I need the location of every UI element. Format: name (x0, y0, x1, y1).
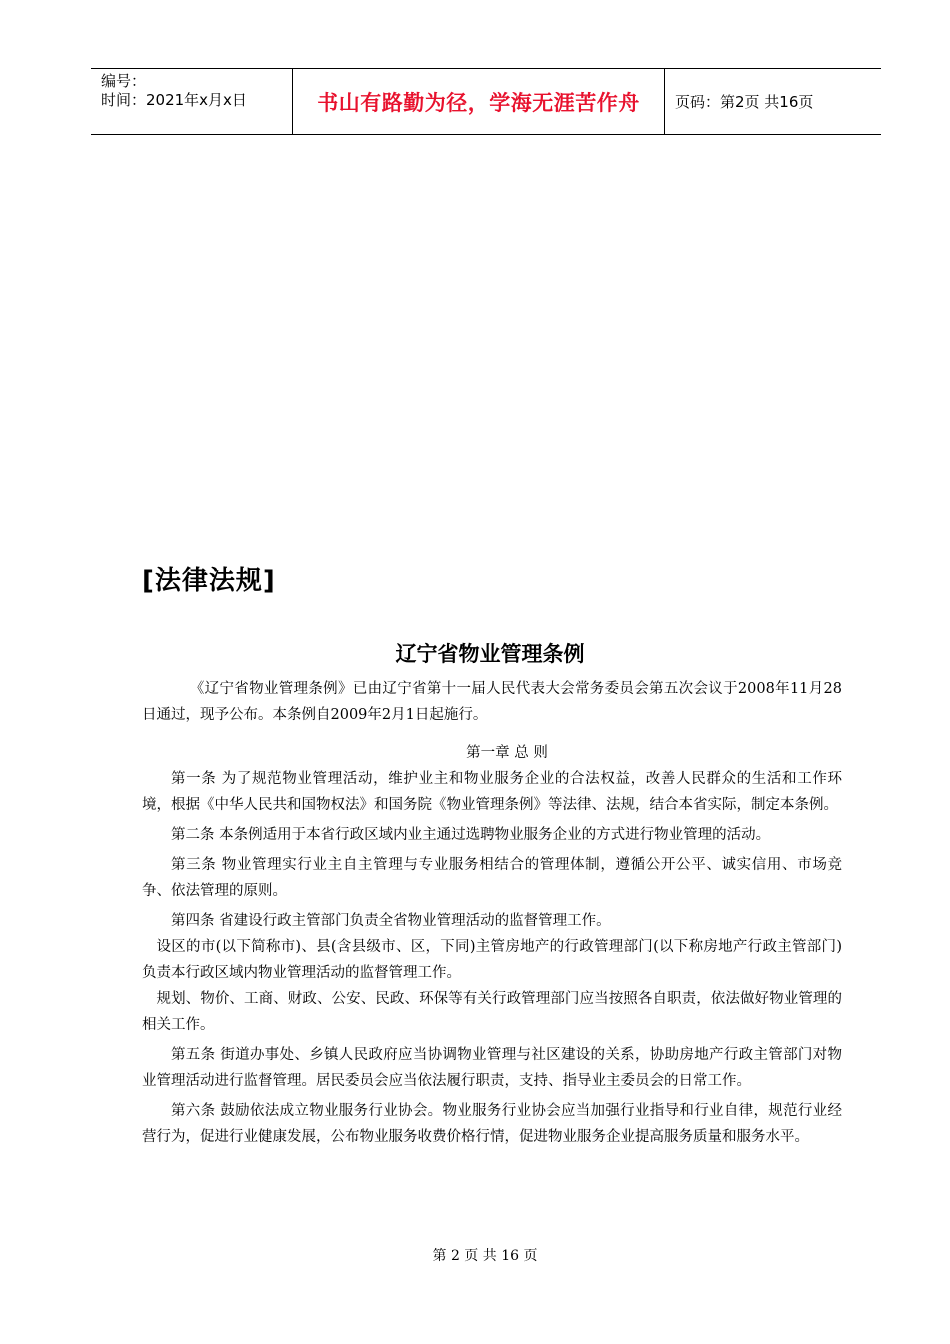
article-paragraph: 规划、物价、工商、财政、公安、民政、环保等有关行政管理部门应当按照各自职责，依法做好物业管理的相关工作。 (142, 991, 842, 1033)
document-body (142, 676, 842, 1150)
article-paragraph: 第四条 省建设行政主管部门负责全省物业管理活动的监督管理工作。 (171, 913, 611, 929)
page-header (91, 68, 881, 135)
article-paragraph: 第一条 为了规范物业管理活动，维护业主和物业服务企业的合法权益，改善人民群众的生活和工作环境，根据《中华人民共和国物权法》和国务院《物业管理条例》等法律、法规，结合本省实际，制定本条例。 (142, 771, 842, 813)
article-paragraph: 第二条 本条例适用于本省行政区域内业主通过选聘物业服务企业的方式进行物业管理的活动。 (171, 827, 771, 843)
header-number-label: 编号： (101, 72, 147, 90)
header-time-label: 时间：2021年x月x日 (101, 91, 247, 109)
article-paragraph: 第五条 街道办事处、乡镇人民政府应当协调物业管理与社区建设的关系，协助房地产行政主管部门对物业管理活动进行监督管理。居民委员会应当依法履行职责，支持、指导业主委员会的日常工作。 (142, 1047, 842, 1089)
article-paragraph: 设区的市(以下简称市)、县(含县级市、区，下同)主管房地产的行政管理部门(以下称房地产行政主管部门)负责本行政区域内物业管理活动的监督管理工作。 (142, 939, 842, 981)
chapter-title: 第一章 总 则 (466, 745, 548, 761)
document-intro: 《辽宁省物业管理条例》已由辽宁省第十一届人民代表大会常务委员会第五次会议于2008年11月28日通过，现予公布。本条例自2009年2月1日起施行。 (142, 681, 842, 723)
article-paragraph: 第三条 物业管理实行业主自主管理与专业服务相结合的管理体制，遵循公开公平、诚实信用、市场竞争、依法管理的原则。 (142, 857, 842, 899)
header-motto: 书山有路勤为径，学海无涯苦作舟 (293, 69, 665, 134)
page-footer: 第 2 页 共 16 页 (432, 1248, 538, 1264)
header-page-info: 页码：第2页 共16页 (675, 93, 814, 111)
header-meta (91, 69, 293, 134)
document-title: 辽宁省物业管理条例 (395, 642, 585, 666)
section-tag: [法律法规] (142, 566, 276, 596)
article-paragraph: 第六条 鼓励依法成立物业服务行业协会。物业服务行业协会应当加强行业指导和行业自律，规范行业经营行为，促进行业健康发展，公布物业服务收费价格行情，促进物业服务企业提高服务质量和服务水平。 (142, 1103, 842, 1145)
